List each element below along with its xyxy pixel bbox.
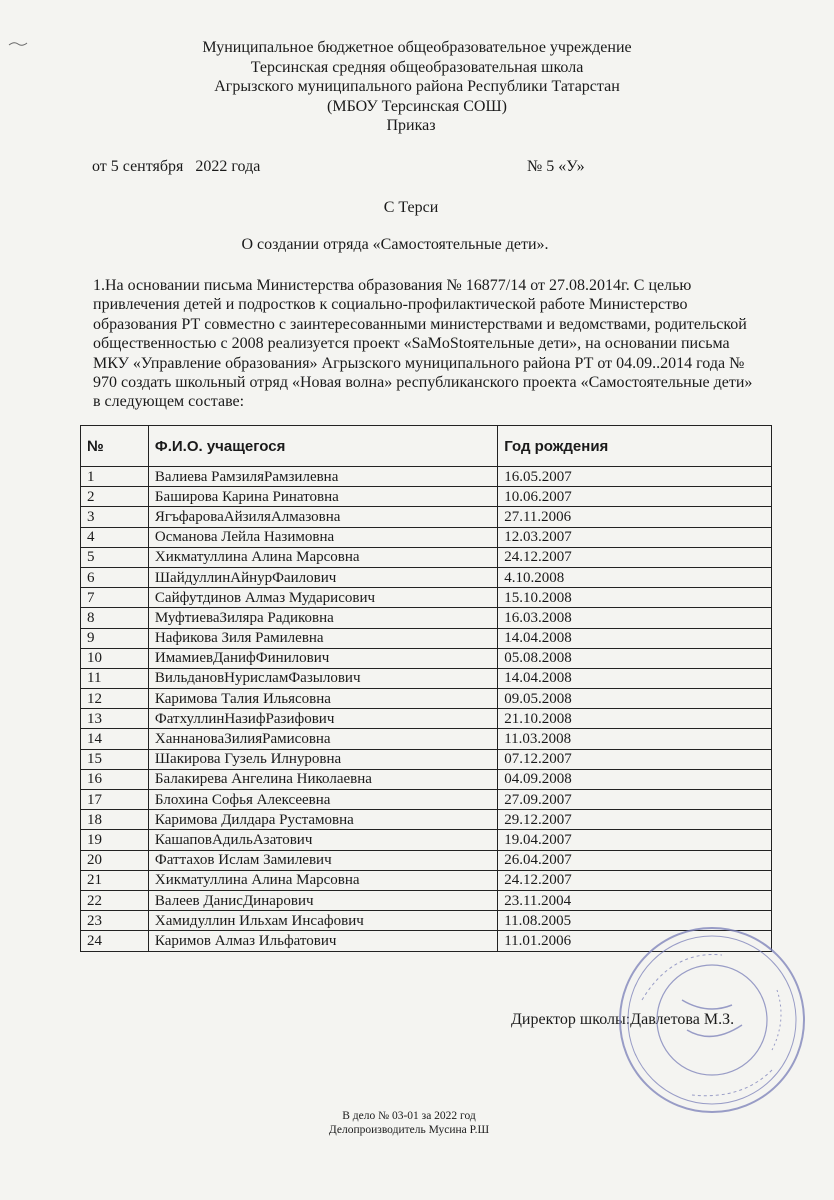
birth-date: 04.09.2008 bbox=[498, 769, 772, 789]
row-number: 23 bbox=[81, 911, 149, 931]
table-row bbox=[81, 729, 772, 749]
birth-date: 11.03.2008 bbox=[498, 729, 772, 749]
birth-date: 27.11.2006 bbox=[498, 507, 772, 527]
birth-date: 15.10.2008 bbox=[498, 588, 772, 608]
dateline bbox=[92, 158, 602, 176]
row-number: 16 bbox=[81, 769, 149, 789]
student-name: Баширова Карина Ринатовна bbox=[148, 487, 497, 507]
table-row bbox=[81, 507, 772, 527]
birth-date: 26.04.2007 bbox=[498, 850, 772, 870]
student-name: Блохина Софья Алексеевна bbox=[148, 790, 497, 810]
birth-date: 09.05.2008 bbox=[498, 689, 772, 709]
birth-date: 07.12.2007 bbox=[498, 749, 772, 769]
table-row bbox=[81, 890, 772, 910]
row-number: 14 bbox=[81, 729, 149, 749]
clerk-line: Делопроизводитель Мусина Р.Ш bbox=[328, 1124, 490, 1136]
table-row bbox=[81, 850, 772, 870]
birth-date: 16.05.2007 bbox=[498, 467, 772, 487]
table-row bbox=[81, 749, 772, 769]
table-row bbox=[81, 709, 772, 729]
row-number: 21 bbox=[81, 870, 149, 890]
letterhead bbox=[0, 38, 834, 136]
student-name: ШайдуллинАйнурФаилович bbox=[148, 567, 497, 587]
birth-date: 23.11.2004 bbox=[498, 890, 772, 910]
table-row bbox=[81, 790, 772, 810]
row-number: 22 bbox=[81, 890, 149, 910]
birth-date: 12.03.2007 bbox=[498, 527, 772, 547]
birth-date: 21.10.2008 bbox=[498, 709, 772, 729]
column-header-birth: Год рождения bbox=[498, 426, 772, 467]
row-number: 6 bbox=[81, 567, 149, 587]
students-table bbox=[80, 425, 772, 952]
student-name: Хикматуллина Алина Марсовна bbox=[148, 870, 497, 890]
birth-date: 16.03.2008 bbox=[498, 608, 772, 628]
table-row bbox=[81, 608, 772, 628]
student-name: Шакирова Гузель Илнуровна bbox=[148, 749, 497, 769]
table-row bbox=[81, 648, 772, 668]
letterhead-line-2: Терсинская средняя общеобразовательная школа bbox=[250, 58, 584, 76]
row-number: 11 bbox=[81, 668, 149, 688]
row-number: 3 bbox=[81, 507, 149, 527]
birth-date: 4.10.2008 bbox=[498, 567, 772, 587]
student-name: Хикматуллина Алина Марсовна bbox=[148, 547, 497, 567]
student-name: Каримова Талия Ильясовна bbox=[148, 689, 497, 709]
birth-date: 24.12.2007 bbox=[498, 870, 772, 890]
student-name: Каримов Алмаз Ильфатович bbox=[148, 931, 497, 951]
birth-date: 14.04.2008 bbox=[498, 668, 772, 688]
document-title: Приказ bbox=[386, 117, 436, 134]
student-name: ХаннановаЗилияРамисовна bbox=[148, 729, 497, 749]
birth-date: 11.01.2006 bbox=[498, 931, 772, 951]
student-name: Валеев ДанисДинарович bbox=[148, 890, 497, 910]
student-name: КашаповАдильАзатович bbox=[148, 830, 497, 850]
table-row bbox=[81, 769, 772, 789]
row-number: 19 bbox=[81, 830, 149, 850]
row-number: 1 bbox=[81, 467, 149, 487]
student-name: ИмамиевДанифФинилович bbox=[148, 648, 497, 668]
student-name: Каримова Дилдара Рустамовна bbox=[148, 810, 497, 830]
student-name: ВильдановНурисламФазылович bbox=[148, 668, 497, 688]
student-name: Валиева РамзиляРамзилевна bbox=[148, 467, 497, 487]
row-number: 15 bbox=[81, 749, 149, 769]
letterhead-line-4: (МБОУ Терсинская СОШ) bbox=[327, 97, 507, 115]
student-name: ЯгъфароваАйзиляАлмазовна bbox=[148, 507, 497, 527]
table-row bbox=[81, 810, 772, 830]
row-number: 10 bbox=[81, 648, 149, 668]
row-number: 7 bbox=[81, 588, 149, 608]
table-row bbox=[81, 567, 772, 587]
student-name: Сайфутдинов Алмаз Мударисович bbox=[148, 588, 497, 608]
row-number: 5 bbox=[81, 547, 149, 567]
birth-date: 27.09.2007 bbox=[498, 790, 772, 810]
student-name: Балакирева Ангелина Николаевна bbox=[148, 769, 497, 789]
order-body: 1.На основании письма Министерства образования № 16877/14 от 27.08.2014г. С целью привлечения детей и подростков к социально-профилактической работе Министерство образования РТ совместно с заинтересованными министерствами и ведомствами, родительской общественностью с 2008 реализуется проект «SaMoStoятельные дети», на основании письма МКУ «Управление образования» Агрызского муниципального района РТ от 04.09..2014 года № 970 создать школьный отряд «Новая волна» республиканского проекта «Самостоятельные дети» в следующем составе: bbox=[93, 277, 753, 411]
letterhead-line-1: Муниципальное бюджетное общеобразовательное учреждение bbox=[202, 39, 632, 56]
table-row bbox=[81, 487, 772, 507]
birth-date: 24.12.2007 bbox=[498, 547, 772, 567]
birth-date: 05.08.2008 bbox=[498, 648, 772, 668]
column-header-name: Ф.И.О. учащегося bbox=[148, 426, 497, 467]
table-row bbox=[81, 588, 772, 608]
table-header-row bbox=[81, 426, 772, 467]
student-name: Нафикова Зиля Рамилевна bbox=[148, 628, 497, 648]
table-row bbox=[81, 527, 772, 547]
row-number: 18 bbox=[81, 810, 149, 830]
letterhead-line-3: Агрызского муниципального района Республики Татарстан bbox=[214, 78, 620, 95]
table-row bbox=[81, 628, 772, 648]
birth-date: 19.04.2007 bbox=[498, 830, 772, 850]
student-name: Фаттахов Ислам Замилевич bbox=[148, 850, 497, 870]
table-row bbox=[81, 689, 772, 709]
row-number: 4 bbox=[81, 527, 149, 547]
table-row bbox=[81, 870, 772, 890]
table-row bbox=[81, 830, 772, 850]
birth-date: 14.04.2008 bbox=[498, 628, 772, 648]
student-name: Османова Лейла Назимовна bbox=[148, 527, 497, 547]
row-number: 12 bbox=[81, 689, 149, 709]
table-row bbox=[81, 668, 772, 688]
row-number: 17 bbox=[81, 790, 149, 810]
student-name: Хамидуллин Ильхам Инсафович bbox=[148, 911, 497, 931]
school-seal bbox=[612, 920, 812, 1120]
row-number: 2 bbox=[81, 487, 149, 507]
director-signature: Директор школы:Давлетова М.З. bbox=[511, 1011, 735, 1028]
table-row bbox=[81, 467, 772, 487]
place: С Терси bbox=[383, 199, 439, 216]
table-row bbox=[81, 547, 772, 567]
column-header-number: № bbox=[81, 426, 149, 467]
birth-date: 11.08.2005 bbox=[498, 911, 772, 931]
order-number: № 5 «У» bbox=[527, 158, 585, 175]
row-number: 9 bbox=[81, 628, 149, 648]
row-number: 20 bbox=[81, 850, 149, 870]
student-name: МуфтиеваЗиляра Радиковна bbox=[148, 608, 497, 628]
row-number: 24 bbox=[81, 931, 149, 951]
order-date: от 5 сентября 2022 года bbox=[92, 158, 261, 175]
order-subject: О создании отряда «Самостоятельные дети». bbox=[241, 236, 549, 253]
row-number: 8 bbox=[81, 608, 149, 628]
filing-line: В дело № 03-01 за 2022 год bbox=[342, 1110, 476, 1122]
student-name: ФатхуллинНазифРазифович bbox=[148, 709, 497, 729]
birth-date: 10.06.2007 bbox=[498, 487, 772, 507]
row-number: 13 bbox=[81, 709, 149, 729]
birth-date: 29.12.2007 bbox=[498, 810, 772, 830]
